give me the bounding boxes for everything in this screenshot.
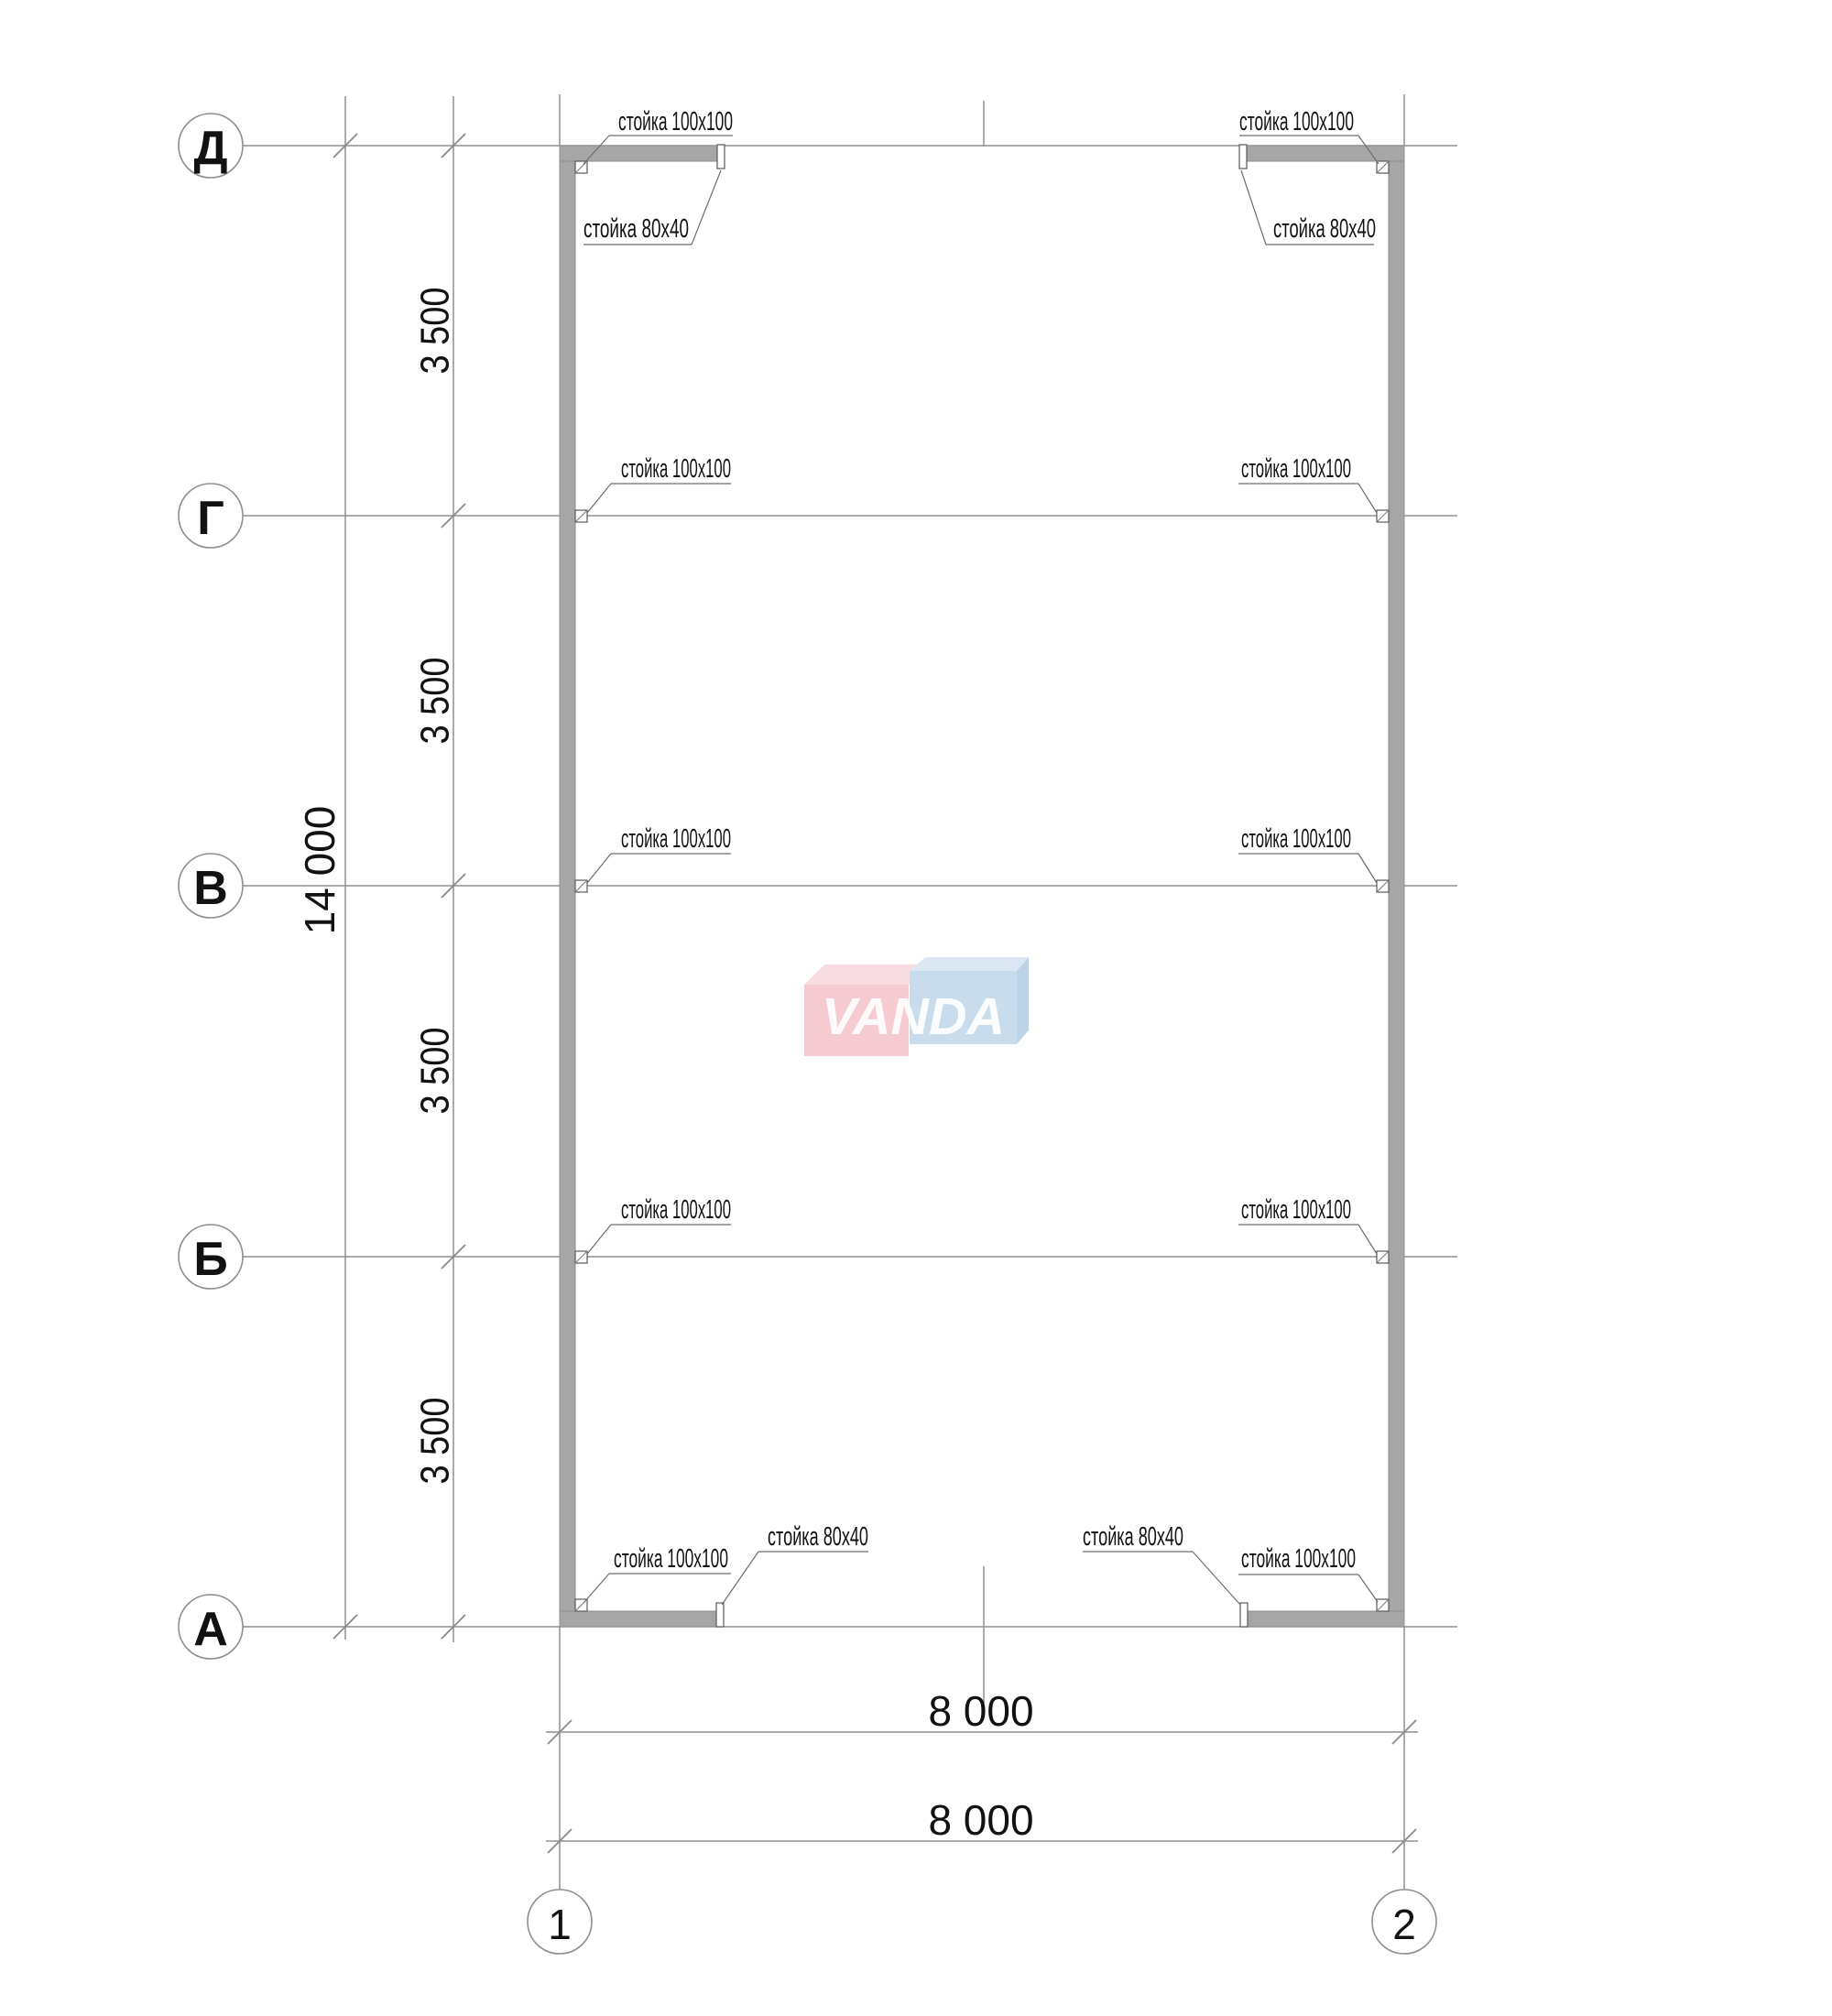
dim-width-label-1: 8 000 xyxy=(928,1687,1034,1735)
wall-right xyxy=(1389,146,1404,1627)
wall-bottom-right-segment xyxy=(1242,1611,1404,1627)
post-label-80x40: стойка 80x40 xyxy=(768,1522,868,1552)
label-leader xyxy=(584,1574,609,1602)
col-axis-label-1: 1 xyxy=(548,1901,572,1948)
dim-segment-label: 3 500 xyxy=(412,1013,458,1115)
post-label-80x40: стойка 80x40 xyxy=(1083,1522,1183,1552)
label-leader xyxy=(1193,1552,1240,1605)
label-leader xyxy=(587,854,611,883)
label-leader xyxy=(1241,170,1266,245)
post-label-100x100: стойка 100x100 xyxy=(1241,824,1351,854)
dim-segment-label: 3 500 xyxy=(412,1383,458,1485)
post-label-100x100: стойка 100x100 xyxy=(621,454,731,484)
post-label-100x100: стойка 100x100 xyxy=(1241,1195,1351,1225)
dim-segment-label: 3 500 xyxy=(412,643,458,745)
col-axis-label-2: 2 xyxy=(1392,1901,1416,1948)
post-label-80x40: стойка 80x40 xyxy=(583,214,689,244)
label-leader xyxy=(1358,1225,1377,1254)
post-annotations xyxy=(583,107,1379,1605)
row-axis-label-v: В xyxy=(193,862,228,915)
dimension-texts xyxy=(296,273,1034,1845)
wall-top-right-segment xyxy=(1242,146,1404,161)
dim-width-label-2: 8 000 xyxy=(928,1796,1034,1844)
wall-left xyxy=(560,146,575,1627)
post-label-100x100: стойка 100x100 xyxy=(618,107,733,136)
label-leader xyxy=(692,170,721,245)
post-80x40-bottom-right xyxy=(1240,1603,1248,1627)
post-label-100x100: стойка 100x100 xyxy=(621,1195,731,1225)
post-80x40-bottom-left xyxy=(716,1603,724,1627)
post-label-100x100: стойка 100x100 xyxy=(1241,454,1351,484)
logo-blue-side-face xyxy=(1017,957,1029,1044)
post-80x40-top-right xyxy=(1239,145,1247,169)
dim-total-height-label: 14 000 xyxy=(296,805,344,935)
label-leader xyxy=(1358,484,1377,513)
logo-blue-top-face xyxy=(910,957,1029,971)
wall-top-left-segment xyxy=(560,146,719,161)
label-leader xyxy=(587,484,611,513)
watermark-logo xyxy=(804,957,1029,1056)
row-axis-label-b: Б xyxy=(193,1233,228,1286)
wall-bottom-left-segment xyxy=(560,1611,719,1627)
post-label-100x100: стойка 100x100 xyxy=(614,1544,728,1574)
label-leader xyxy=(1358,854,1377,883)
post-80x40-top-left xyxy=(717,145,725,169)
row-axis-label-g: Г xyxy=(197,492,224,545)
post-label-100x100: стойка 100x100 xyxy=(621,824,731,854)
post-label-100x100: стойка 100x100 xyxy=(1241,1544,1356,1574)
dim-segment-label: 3 500 xyxy=(412,273,458,375)
logo-wordmark: VANDA xyxy=(822,987,1005,1046)
label-leader xyxy=(1358,1575,1378,1602)
label-leader xyxy=(587,1225,611,1254)
row-axis-label-d: Д xyxy=(193,122,228,175)
post-label-100x100: стойка 100x100 xyxy=(1239,107,1354,136)
post-label-80x40: стойка 80x40 xyxy=(1273,214,1376,244)
row-axis-label-a: А xyxy=(193,1603,228,1656)
